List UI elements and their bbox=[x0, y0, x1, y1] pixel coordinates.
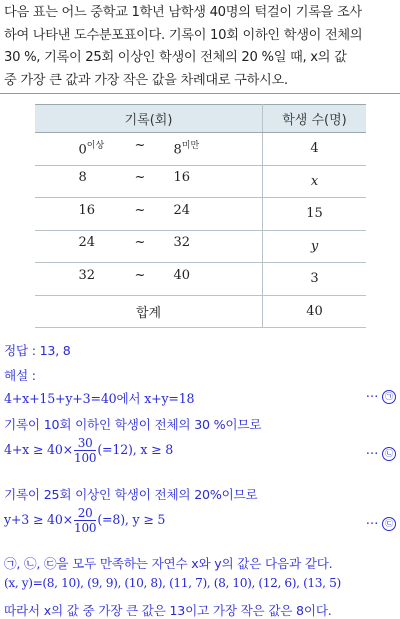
equation-3-right: (=8), y ≥ 5 bbox=[97, 512, 166, 527]
frequency-table bbox=[35, 104, 366, 328]
table-total-row bbox=[35, 295, 366, 328]
equation-2-left: 4+x ≥ 40× bbox=[4, 442, 74, 457]
equation-1: 4+x+15+y+3=40에서 x+y=18 bbox=[4, 391, 195, 406]
fraction-20-100: $\frac{20}{100}$ bbox=[74, 506, 97, 535]
range-tilde: ~ bbox=[134, 202, 146, 218]
table-header-row bbox=[35, 105, 366, 133]
condition-1: 기록이 10회 이하인 학생이 전체의 30 %이므로 bbox=[4, 417, 262, 432]
range-tilde: ~ bbox=[134, 170, 146, 186]
conclusion-1: ㉠, ㉡, ㉢을 모두 만족하는 자연수 x와 y의 값은 다음과 같다. bbox=[4, 556, 333, 571]
range-to: 8 bbox=[173, 142, 182, 158]
total-value: 40 bbox=[263, 295, 367, 328]
count-cell: y bbox=[263, 230, 367, 263]
problem-line: 30 %, 기록이 25회 이상인 학생이 전체의 20 %일 때, x의 값 bbox=[4, 50, 347, 65]
divider bbox=[0, 93, 400, 94]
range-to: 24 bbox=[173, 202, 191, 218]
count-cell: 15 bbox=[263, 198, 367, 231]
table-row bbox=[35, 198, 366, 231]
range-from: 32 bbox=[78, 267, 96, 283]
problem-text bbox=[4, 2, 398, 92]
answer-label: 정답 : 13, 8 bbox=[4, 343, 71, 358]
table-row bbox=[35, 165, 366, 198]
range-to: 40 bbox=[173, 267, 191, 283]
mark-3: ㉢ bbox=[382, 517, 396, 531]
explanation-label: 해설 : bbox=[4, 368, 36, 383]
fraction-30-100: $\frac{30}{100}$ bbox=[74, 436, 97, 465]
problem-line: 다음 표는 어느 중학교 1학년 남학생 40명의 턱걸이 기록을 조사 bbox=[4, 5, 362, 20]
table-row bbox=[35, 263, 366, 296]
range-tilde: ~ bbox=[134, 267, 146, 283]
range-from: 8 bbox=[78, 170, 87, 186]
problem-line: 중 가장 큰 값과 가장 작은 값을 차례대로 구하시오. bbox=[4, 72, 288, 88]
range-tilde: ~ bbox=[134, 235, 146, 251]
count-cell: x bbox=[263, 165, 367, 198]
range-to: 16 bbox=[173, 170, 191, 186]
range-to: 32 bbox=[173, 235, 191, 251]
mark-2: ㉡ bbox=[382, 447, 396, 461]
range-from: 24 bbox=[78, 235, 96, 251]
conclusion-2: 따라서 x의 값 중 가장 큰 값은 13이고 가장 작은 값은 8이다. bbox=[4, 603, 332, 618]
range-to-sup: 미만 bbox=[181, 140, 200, 151]
count-cell: 4 bbox=[263, 133, 367, 166]
range-from: 0 bbox=[78, 142, 87, 158]
condition-2: 기록이 25회 이상인 학생이 전체의 20%이므로 bbox=[4, 487, 258, 502]
header-record: 기록(회) bbox=[35, 105, 263, 133]
header-count: 학생 수(명) bbox=[263, 105, 367, 133]
problem-line: 하여 나타낸 도수분포표이다. 기록이 10회 이하인 학생이 전체의 bbox=[4, 27, 363, 43]
range-tilde: ~ bbox=[134, 137, 146, 153]
equation-2-right: (=12), x ≥ 8 bbox=[97, 442, 174, 457]
range-from-sup: 이상 bbox=[86, 140, 105, 151]
solution-pairs: (x, y)=(8, 10), (9, 9), (10, 8), (11, 7), (8, 10), (12, 6), (13, 5) bbox=[4, 576, 341, 590]
equation-3-left: y+3 ≥ 40× bbox=[4, 512, 74, 527]
table-row bbox=[35, 230, 366, 263]
total-label: 합계 bbox=[35, 295, 263, 328]
range-from: 16 bbox=[78, 202, 96, 218]
table-row bbox=[35, 133, 366, 166]
count-cell: 3 bbox=[263, 263, 367, 296]
mark-1: ㉠ bbox=[382, 390, 396, 404]
